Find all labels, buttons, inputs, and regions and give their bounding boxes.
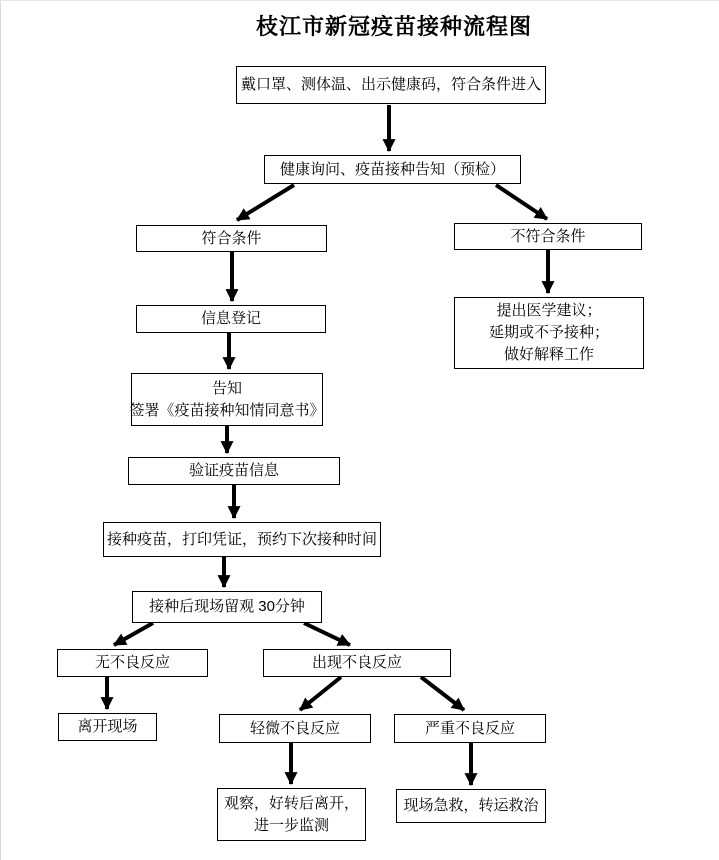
- flow-node-emergency: [396, 789, 546, 823]
- flow-node-reaction-label: 出现不良反应: [311, 654, 402, 672]
- flow-node-mild-label: 轻微不良反应: [249, 719, 340, 737]
- flow-node-observe-further-line2: 进一步监测: [253, 816, 329, 834]
- flow-node-medical-advice-line3: 做好解释工作: [503, 345, 594, 363]
- flow-node-leave-label: 离开现场: [77, 718, 138, 736]
- flow-node-vaccinate-label: 接种疫苗，打印凭证，预约下次接种时间: [106, 530, 377, 548]
- arrow-observe30-to-reaction: [304, 623, 350, 645]
- flow-node-registration-label: 信息登记: [200, 310, 261, 328]
- flow-node-entry: [236, 66, 546, 104]
- flow-node-mild: [219, 714, 371, 743]
- flow-node-consent-line1: 告知: [211, 379, 242, 397]
- flow-node-observe30-label: 接种后现场留观 30分钟: [149, 598, 305, 616]
- flow-node-leave: [58, 713, 157, 741]
- flow-node-eligible: [136, 225, 327, 252]
- flow-node-severe: [394, 714, 546, 743]
- flow-node-eligible-label: 符合条件: [201, 229, 262, 247]
- flow-node-reaction: [263, 649, 451, 677]
- page-title: 枝江市新冠疫苗接种流程图: [256, 14, 533, 39]
- arrow-reaction-to-severe: [421, 677, 464, 710]
- flow-node-consent: [131, 373, 323, 426]
- flow-node-severe-label: 严重不良反应: [424, 719, 515, 737]
- flow-node-vaccinate: [103, 522, 381, 557]
- flow-node-verify-label: 验证疫苗信息: [188, 462, 279, 480]
- flow-node-registration: [136, 305, 326, 333]
- arrow-precheck-to-eligible: [237, 185, 294, 220]
- arrow-observe30-to-no-reaction: [114, 623, 153, 645]
- flow-node-observe-further: [217, 788, 366, 841]
- flow-node-consent-line2: 签署《疫苗接种知情同意书》: [129, 401, 325, 419]
- flow-node-not-eligible: [454, 223, 642, 250]
- arrow-precheck-to-not-eligible: [496, 185, 547, 219]
- flow-node-observe-further-line1: 观察，好转后离开，: [223, 794, 359, 812]
- arrow-reaction-to-mild: [300, 677, 341, 710]
- flow-node-observe30: [132, 591, 322, 623]
- flow-node-medical-advice-line1: 提出医学建议；: [496, 302, 602, 320]
- flow-node-precheck: [264, 155, 521, 184]
- flow-node-medical-advice: [454, 297, 644, 369]
- flow-node-verify: [128, 457, 340, 485]
- flow-node-medical-advice-line2: 延期或不予接种；: [488, 324, 609, 342]
- flow-node-precheck-label: 健康询问、疫苗接种告知（预检）: [279, 160, 505, 178]
- flow-node-emergency-label: 现场急救，转运救治: [403, 797, 539, 815]
- flow-node-no-reaction: [57, 649, 208, 677]
- flow-node-no-reaction-label: 无不良反应: [94, 654, 170, 672]
- flow-node-not-eligible-label: 不符合条件: [510, 227, 586, 245]
- flow-node-entry-label: 戴口罩、测体温、出示健康码，符合条件进入: [240, 76, 541, 94]
